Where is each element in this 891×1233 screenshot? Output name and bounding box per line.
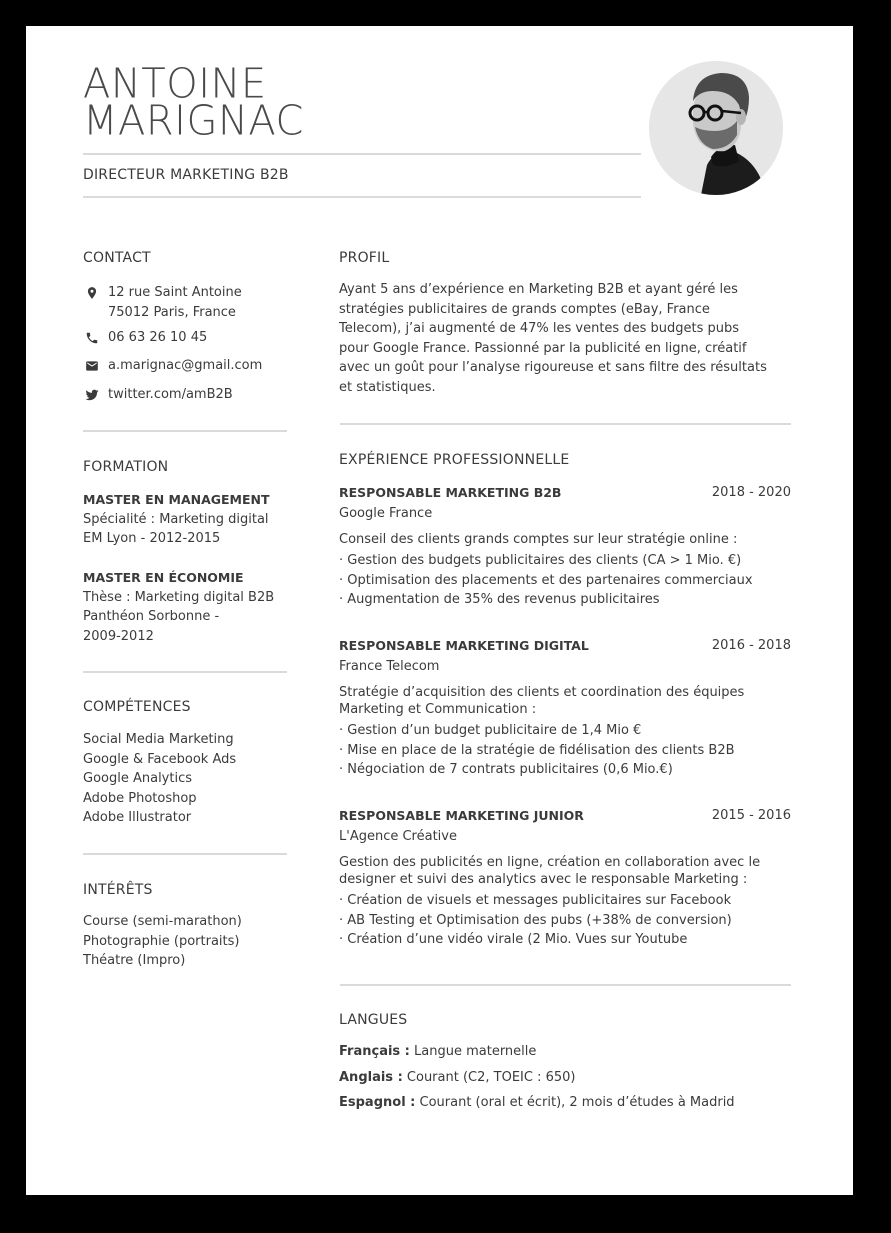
job-title: RESPONSABLE MARKETING B2B [339,485,562,500]
interest-item: Course (semi-marathon) [83,914,242,929]
formation-item [83,568,293,646]
degree-title: MASTER EN ÉCONOMIE [83,570,244,585]
twitter-handle: twitter.com/amB2B [108,387,233,402]
language-item [339,1039,791,1065]
last-name: MARIGNAC [83,97,304,145]
job-dates: 2015 - 2016 [711,808,791,823]
job-title: DIRECTEUR MARKETING B2B [83,167,289,183]
degree-detail: Thèse : Marketing digital B2B [83,589,275,605]
profil-line: stratégies publicitaires de grands comptes (eBay, France [339,301,710,317]
job-bullet: · Gestion d’un budget publicitaire de 1,4 Mio € [339,721,791,741]
language-level: Langue maternelle [409,1044,537,1059]
job-bullet: · Création de visuels et messages publicitaires sur Facebook [339,891,791,911]
formation-divider [83,671,287,673]
experience-heading: EXPÉRIENCE PROFESSIONNELLE [339,452,570,468]
job-bullet: · Mise en place de la stratégie de fidélisation des clients B2B [339,741,791,761]
contact-heading: CONTACT [83,250,151,266]
job-bullet: · Création d’une vidéo virale (2 Mio. Vues sur Youtube [339,930,791,950]
skill-item: Social Media Marketing [83,732,234,747]
experience-divider [340,984,791,986]
header-divider-top [83,153,641,155]
language-level: Courant (C2, TOEIC : 650) [402,1069,576,1085]
profil-line: et statistiques. [339,379,436,395]
candidate-name [83,60,304,145]
job-entry [339,638,791,780]
competences-divider [83,853,287,855]
profil-line: avec un goût pour l’analyse rigoureuse et sans filtre des résultats [339,360,767,375]
profil-line: pour Google France. Passionné par la publicité en ligne, créatif [339,340,747,356]
langues-heading: LANGUES [339,1012,408,1028]
degree-school: EM Lyon - 2012-2015 [83,531,221,546]
contact-twitter[interactable] [83,385,233,405]
address-line-2: 75012 Paris, France [108,304,236,320]
job-dates: 2016 - 2018 [711,638,791,653]
mail-icon [83,357,101,375]
profil-divider [340,423,791,425]
language-item [339,1065,791,1091]
language-name: Espagnol : [339,1095,416,1110]
job-description: Stratégie d’acquisition des clients et coordination des équipes Marketing et Communication : [339,685,745,717]
competences-list [83,730,293,828]
address-line-1: 12 rue Saint Antoine [108,285,242,300]
job-title: RESPONSABLE MARKETING DIGITAL [339,638,589,653]
profile-photo [649,61,783,195]
skill-item: Google & Facebook Ads [83,751,237,767]
language-name: Anglais : [339,1069,403,1085]
job-bullets [339,721,791,780]
job-bullets [339,551,791,610]
profil-heading: PROFIL [339,250,390,266]
job-bullet: · Négociation de 7 contrats publicitaires (0,6 Mio.€) [339,760,791,780]
job-entry [339,808,791,950]
skill-item: Adobe Photoshop [83,790,197,806]
contact-divider [83,430,287,432]
language-name: Français : [339,1044,410,1059]
job-bullet: · Optimisation des placements et des partenaires commerciaux [339,571,791,591]
portrait-icon [649,61,783,195]
language-level: Courant (oral et écrit), 2 mois d’études à Madrid [415,1095,735,1110]
job-entry [339,485,791,610]
skill-item: Google Analytics [83,771,193,786]
profil-line: Ayant 5 ans d’expérience en Marketing B2B et ayant géré les [339,282,738,297]
job-dates: 2018 - 2020 [711,485,791,500]
langues-list [339,1039,791,1116]
twitter-icon [83,386,101,404]
job-bullet: · Gestion des budgets publicitaires des clients (CA > 1 Mio. €) [339,551,791,571]
header-divider-bottom [83,196,641,198]
phone-number: 06 63 26 10 45 [108,330,208,345]
job-bullets [339,891,791,950]
job-company: Google France [339,506,433,521]
contact-phone[interactable] [83,328,207,348]
language-item [339,1090,791,1116]
degree-detail: Spécialité : Marketing digital [83,511,269,527]
first-name: ANTOINE [83,60,267,108]
degree-title: MASTER EN MANAGEMENT [83,492,270,507]
profil-text [339,280,791,397]
job-company: L'Agence Créative [339,829,457,844]
interets-list [83,912,293,971]
profil-line: Telecom), j’ai augmenté de 47% les ventes des budgets pubs [339,321,740,336]
interets-heading: INTÉRÊTS [83,882,153,898]
email-address: a.marignac@gmail.com [108,358,263,373]
formation-heading: FORMATION [83,459,169,475]
job-company: France Telecom [339,659,440,674]
job-bullet: · AB Testing et Optimisation des pubs (+38% de conversion) [339,911,791,931]
resume-page [26,26,853,1195]
interest-item: Photographie (portraits) [83,933,240,949]
job-description: Conseil des clients grands comptes sur leur stratégie online : [339,532,738,547]
skill-item: Adobe Illustrator [83,810,192,825]
contact-address [83,283,242,322]
degree-dates: 2009-2012 [83,628,154,644]
location-pin-icon [83,284,101,302]
competences-heading: COMPÉTENCES [83,699,191,715]
job-bullet: · Augmentation de 35% des revenus publicitaires [339,590,791,610]
contact-email[interactable] [83,356,262,376]
job-title: RESPONSABLE MARKETING JUNIOR [339,808,584,823]
degree-school: Panthéon Sorbonne - [83,609,220,624]
job-description: Gestion des publicités en ligne, création en collaboration avec le designer et suivi des analytics avec le responsable Marketing : [339,855,761,887]
interest-item: Théatre (Impro) [83,953,186,968]
formation-item [83,490,293,549]
phone-icon [83,329,101,347]
